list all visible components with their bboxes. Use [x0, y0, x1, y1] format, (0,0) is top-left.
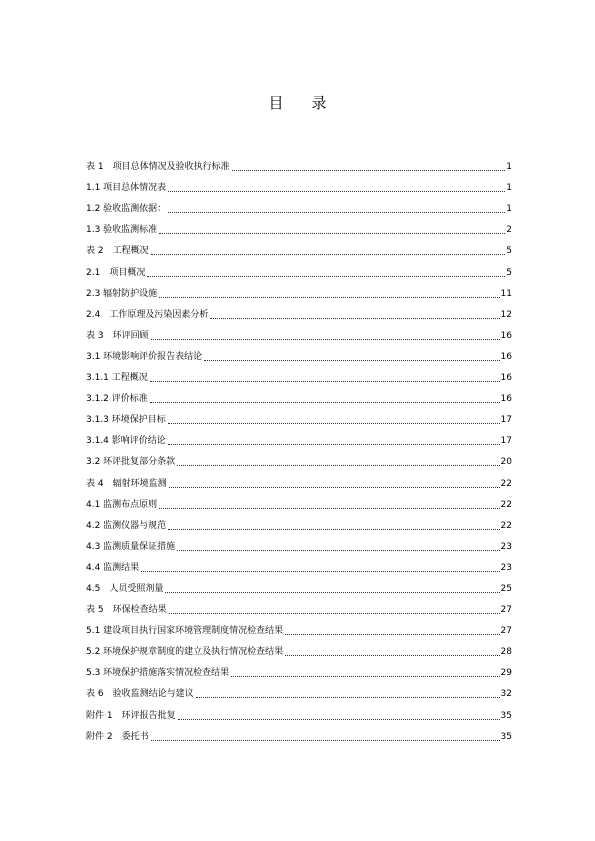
toc-entry-page-number: 11 [500, 288, 512, 299]
toc-entry[interactable] [86, 236, 512, 257]
toc-entry-page-number: 22 [500, 478, 512, 489]
toc-entry[interactable] [86, 722, 512, 743]
toc-entry[interactable] [86, 257, 512, 278]
toc-entry-page-number: 28 [500, 647, 512, 658]
toc-entry-label: 4.3 监测质量保证措施 [86, 541, 176, 552]
toc-entry-page-number: 16 [500, 394, 512, 405]
toc-entry-label: 4.4 监测结果 [86, 562, 140, 573]
toc-entry-label: 表 3 环评回顾 [86, 330, 149, 341]
toc-entry-page-number: 5 [506, 246, 512, 257]
toc-entry-label: 4.2 监测仪器与规范 [86, 520, 167, 531]
toc-dot-leader [178, 719, 500, 720]
toc-dot-leader [231, 676, 499, 677]
toc-dot-leader [147, 276, 505, 277]
toc-dot-leader [168, 191, 505, 192]
toc-dot-leader [177, 465, 499, 466]
toc-entry[interactable] [86, 468, 512, 489]
toc-entry-label: 表 2 工程概况 [86, 246, 149, 257]
toc-entry[interactable] [86, 658, 512, 679]
toc-entry[interactable] [86, 279, 512, 300]
toc-dot-leader [168, 423, 500, 424]
toc-entry[interactable] [86, 637, 512, 658]
toc-entry[interactable] [86, 321, 512, 342]
toc-dot-leader [151, 339, 500, 340]
toc-dot-leader [285, 634, 499, 635]
toc-entry-label: 3.1.3 环境保护目标 [86, 415, 166, 426]
toc-entry-label: 3.2 环评批复部分条款 [86, 457, 176, 468]
toc-dot-leader [150, 381, 500, 382]
toc-entry[interactable] [86, 532, 512, 553]
toc-entry-page-number: 16 [500, 373, 512, 384]
toc-dot-leader [204, 360, 499, 361]
toc-entry[interactable] [86, 447, 512, 468]
toc-dot-leader [177, 550, 499, 551]
toc-entry-page-number: 1 [506, 204, 512, 215]
toc-entry-page-number: 2 [506, 225, 512, 236]
toc-entry-label: 表 6 验收监测结论与建议 [86, 689, 194, 700]
toc-entry[interactable] [86, 363, 512, 384]
toc-entry[interactable] [86, 426, 512, 447]
toc-dot-leader [159, 297, 499, 298]
toc-entry-label: 4.1 监测布点原则 [86, 499, 158, 510]
toc-dot-leader [141, 571, 499, 572]
toc-entry-label: 2.1 项目概况 [86, 267, 146, 278]
toc-dot-leader [285, 655, 499, 656]
toc-entry-label: 表 4 辐射环境监测 [86, 478, 167, 489]
toc-dot-leader [196, 697, 500, 698]
toc-dot-leader [165, 592, 499, 593]
toc-entry-label: 2.3 辐射防护设施 [86, 288, 158, 299]
toc-dot-leader [169, 487, 500, 488]
toc-entry-page-number: 25 [500, 583, 512, 594]
toc-dot-leader [159, 233, 505, 234]
toc-entry-label: 5.1 建设项目执行国家环境管理制度情况检查结果 [86, 626, 284, 637]
toc-entry[interactable] [86, 173, 512, 194]
toc-entry-page-number: 17 [500, 436, 512, 447]
toc-entry[interactable] [86, 616, 512, 637]
toc-dot-leader [169, 613, 500, 614]
toc-entry[interactable] [86, 511, 512, 532]
page-title [0, 92, 595, 113]
toc-entry-page-number: 22 [500, 520, 512, 531]
toc-entry-page-number: 12 [500, 309, 512, 320]
toc-entry[interactable] [86, 405, 512, 426]
toc-dot-leader [150, 402, 500, 403]
toc-entry-page-number: 23 [500, 562, 512, 573]
toc-entry-page-number: 23 [500, 541, 512, 552]
toc-entry[interactable] [86, 194, 512, 215]
toc-dot-leader [232, 170, 506, 171]
toc-entry-label: 3.1.1 工程概况 [86, 373, 148, 384]
toc-entry-page-number: 29 [500, 668, 512, 679]
toc-entry[interactable] [86, 342, 512, 363]
toc-entry[interactable] [86, 215, 512, 236]
toc-entry-page-number: 27 [500, 605, 512, 616]
toc-entry-label: 5.3 环境保护措施落实情况检查结果 [86, 668, 230, 679]
toc-dot-leader [151, 740, 500, 741]
toc-entry-label: 2.4 工作原理及污染因素分析 [86, 309, 209, 320]
toc-entry-page-number: 1 [506, 183, 512, 194]
page-title-char-1: 目 [268, 94, 284, 112]
toc-entry[interactable] [86, 574, 512, 595]
table-of-contents [86, 152, 512, 743]
toc-entry-page-number: 1 [506, 162, 512, 173]
toc-entry-label: 附件 2 委托书 [86, 731, 149, 742]
toc-entry-label: 表 5 环保检查结果 [86, 605, 167, 616]
toc-entry-label: 3.1.2 评价标准 [86, 394, 148, 405]
toc-entry[interactable] [86, 300, 512, 321]
toc-entry-page-number: 35 [500, 710, 512, 721]
toc-entry-label: 1.1 项目总体情况表 [86, 183, 167, 194]
toc-entry[interactable] [86, 679, 512, 700]
toc-entry[interactable] [86, 490, 512, 511]
toc-entry-label: 表 1 项目总体情况及验收执行标准 [86, 162, 230, 173]
page-title-char-2: 录 [311, 94, 327, 112]
toc-entry-page-number: 27 [500, 626, 512, 637]
toc-entry[interactable] [86, 384, 512, 405]
toc-entry-page-number: 20 [500, 457, 512, 468]
toc-entry-label: 附件 1 环评报告批复 [86, 710, 176, 721]
toc-entry-page-number: 5 [506, 267, 512, 278]
toc-dot-leader [168, 444, 500, 445]
toc-entry-page-number: 22 [500, 499, 512, 510]
toc-entry-label: 3.1 环境影响评价报告表结论 [86, 351, 203, 362]
toc-entry-page-number: 32 [500, 689, 512, 700]
toc-entry[interactable] [86, 700, 512, 721]
toc-dot-leader [151, 254, 506, 255]
toc-dot-leader [210, 318, 499, 319]
toc-entry[interactable] [86, 595, 512, 616]
toc-entry[interactable] [86, 152, 512, 173]
toc-entry-label: 3.1.4 影响评价结论 [86, 436, 166, 447]
toc-entry-label: 1.3 验收监测标准 [86, 225, 158, 236]
toc-entry[interactable] [86, 553, 512, 574]
toc-entry-page-number: 16 [500, 351, 512, 362]
toc-entry-page-number: 17 [500, 415, 512, 426]
toc-dot-leader [159, 508, 499, 509]
toc-dot-leader [168, 212, 505, 213]
toc-dot-leader [168, 529, 499, 530]
toc-entry-label: 1.2 验收监测依据： [86, 204, 167, 215]
toc-entry-label: 4.5 人员受照剂量 [86, 583, 164, 594]
toc-entry-page-number: 16 [500, 330, 512, 341]
toc-entry-label: 5.2 环境保护规章制度的建立及执行情况检查结果 [86, 647, 284, 658]
toc-entry-page-number: 35 [500, 731, 512, 742]
